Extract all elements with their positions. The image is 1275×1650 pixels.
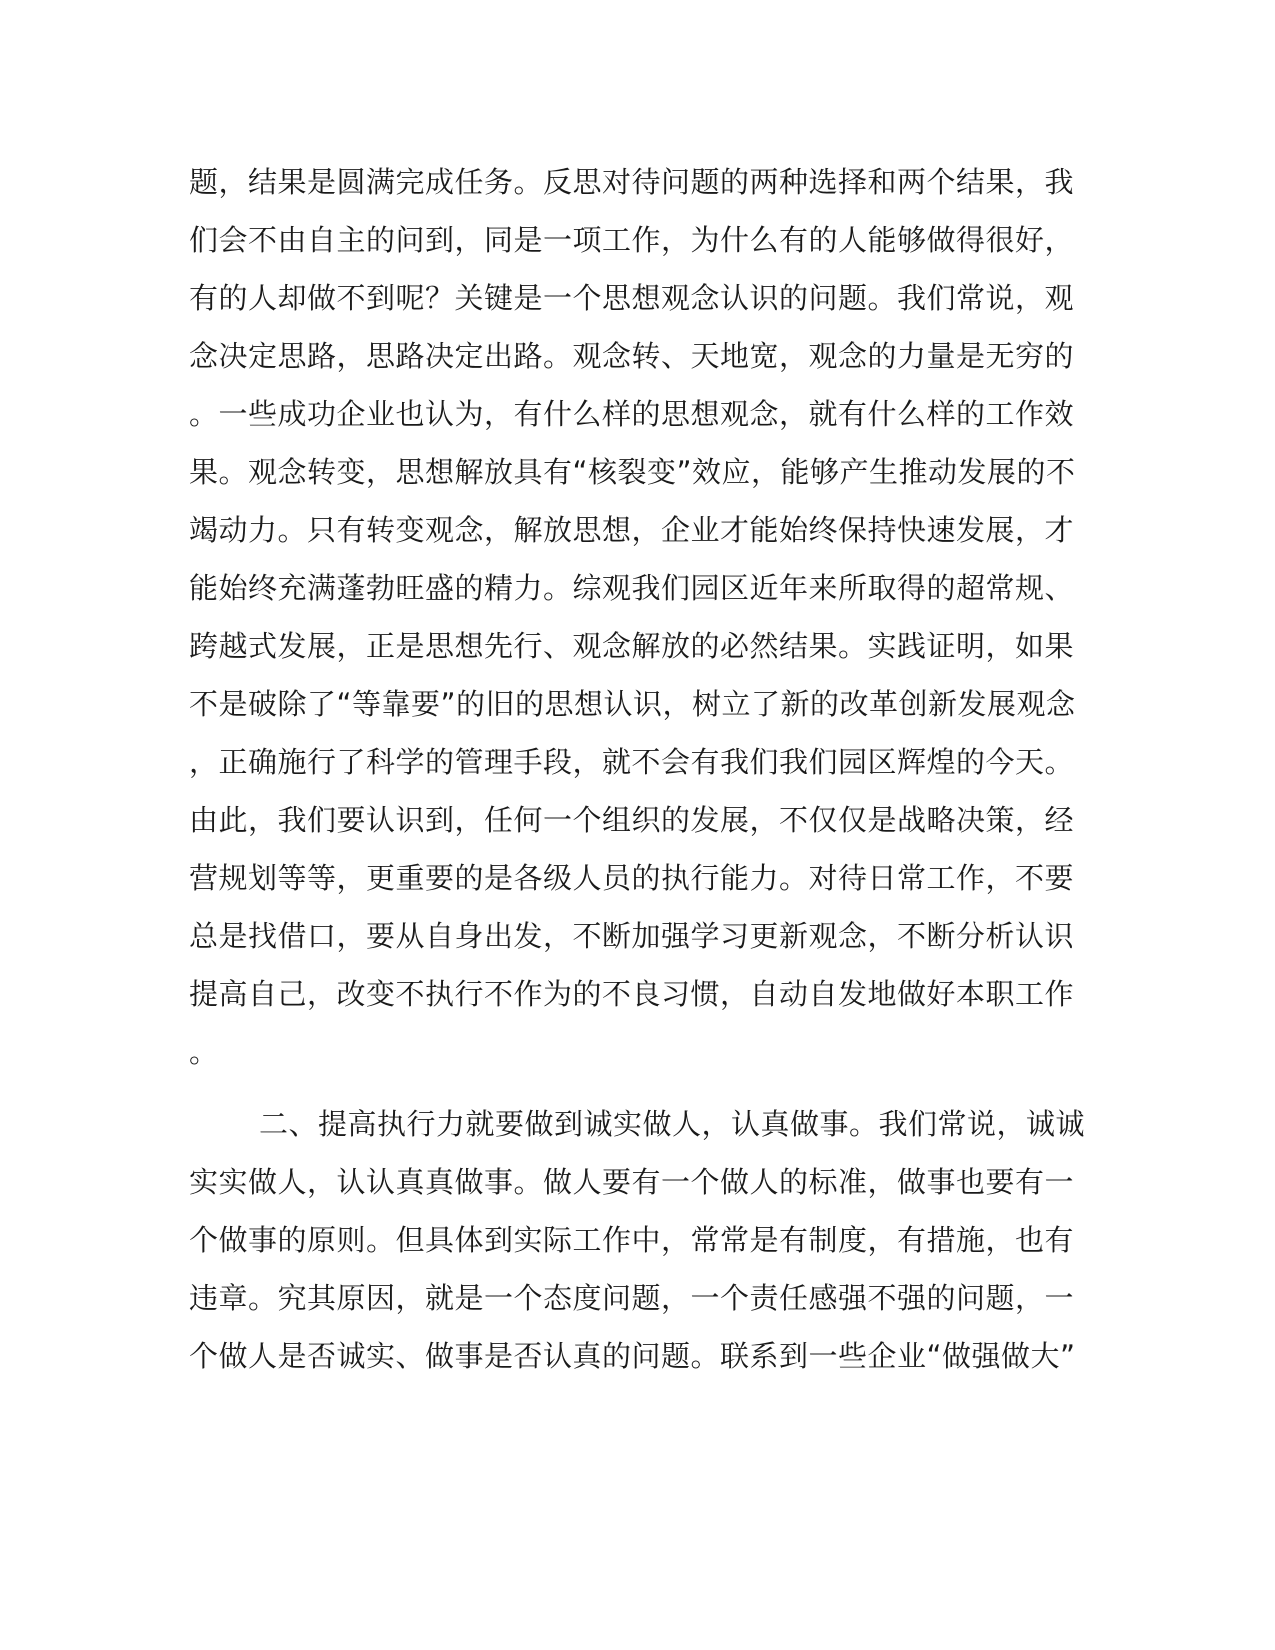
- text-line: 有的人却做不到呢？关键是一个思想观念认识的问题。我们常说，观: [189, 281, 1075, 315]
- text-line: 违章。究其原因，就是一个态度问题，一个责任感强不强的问题，一: [189, 1281, 1075, 1315]
- text-line: 由此，我们要认识到，任何一个组织的发展，不仅仅是战略决策，经: [189, 803, 1075, 837]
- text-line: ，正确施行了科学的管理手段，就不会有我们我们园区辉煌的今天。: [189, 745, 1075, 779]
- text-line: 念决定思路，思路决定出路。观念转、天地宽，观念的力量是无穷的: [189, 339, 1075, 373]
- paragraph-first-line: 二、提高执行力就要做到诚实做人，认真做事。我们常说，诚诚: [259, 1107, 1086, 1141]
- text-line: 竭动力。只有转变观念，解放思想，企业才能始终保持快速发展，才: [189, 513, 1075, 547]
- text-line: 个做人是否诚实、做事是否认真的问题。联系到一些企业“做强做大”: [189, 1339, 1076, 1373]
- text-line: 果。观念转变，思想解放具有“核裂变”效应，能够产生推动发展的不: [189, 455, 1076, 489]
- text-line: 个做事的原则。但具体到实际工作中，常常是有制度，有措施，也有: [189, 1223, 1075, 1257]
- text-line: 。: [189, 1035, 219, 1069]
- text-line: 跨越式发展，正是思想先行、观念解放的必然结果。实践证明，如果: [189, 629, 1075, 663]
- text-line: 提高自己，改变不执行不作为的不良习惯，自动自发地做好本职工作: [189, 977, 1075, 1011]
- text-line: 们会不由自主的问到，同是一项工作，为什么有的人能够做得很好，: [189, 223, 1075, 257]
- text-line: 实实做人，认认真真做事。做人要有一个做人的标准，做事也要有一: [189, 1165, 1075, 1199]
- text-line: 题，结果是圆满完成任务。反思对待问题的两种选择和两个结果，我: [189, 165, 1075, 199]
- text-line: 不是破除了“等靠要”的旧的思想认识，树立了新的改革创新发展观念: [189, 687, 1076, 721]
- text-line: 能始终充满蓬勃旺盛的精力。综观我们园区近年来所取得的超常规、: [189, 571, 1075, 605]
- text-line: 。一些成功企业也认为，有什么样的思想观念，就有什么样的工作效: [189, 397, 1075, 431]
- text-line: 营规划等等，更重要的是各级人员的执行能力。对待日常工作，不要: [189, 861, 1075, 895]
- text-line: 总是找借口，要从自身出发，不断加强学习更新观念，不断分析认识: [189, 919, 1075, 953]
